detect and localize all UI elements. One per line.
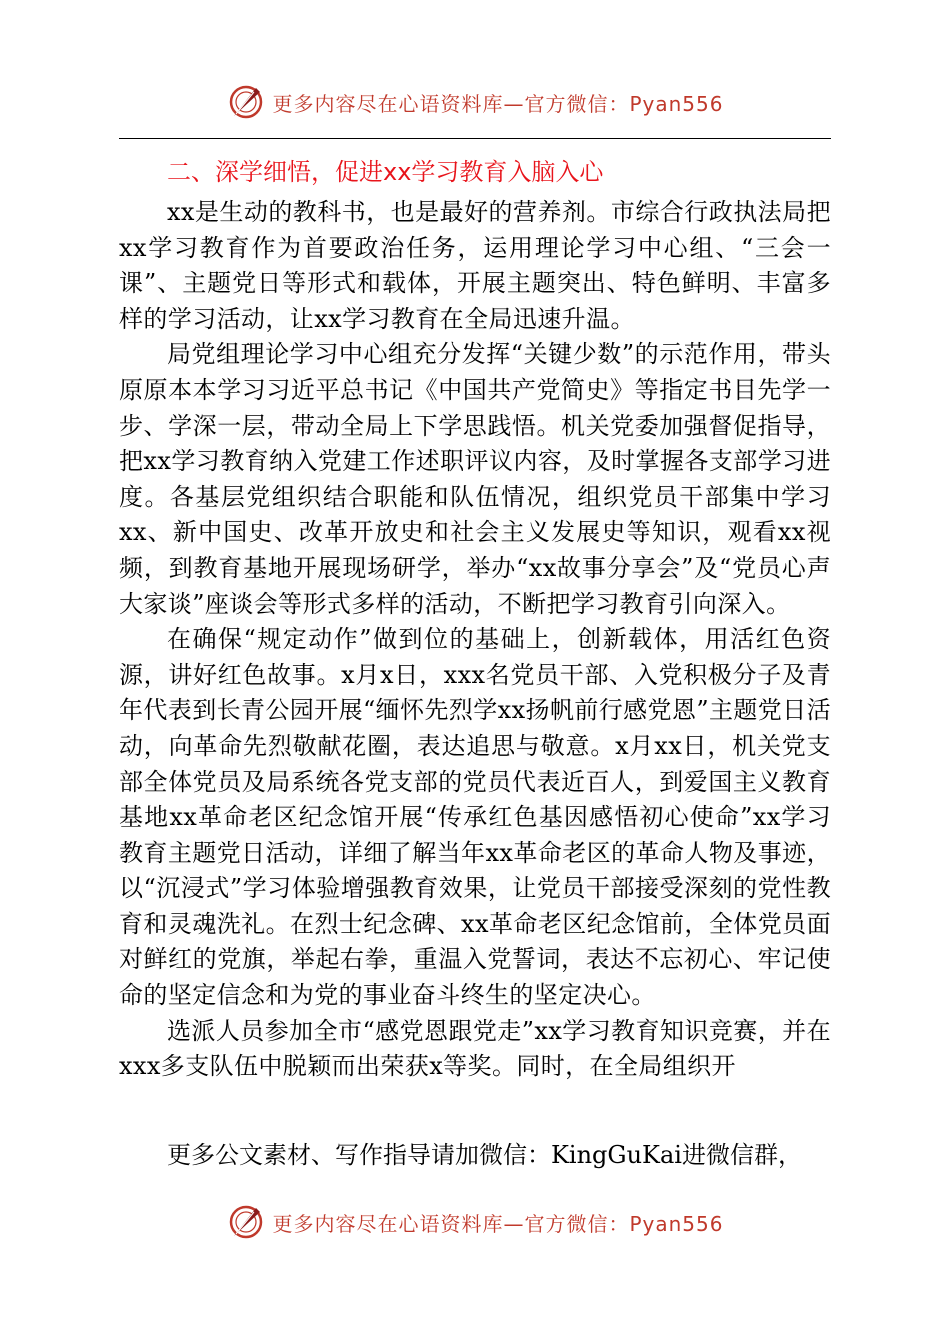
quill-pen-logo-icon: [226, 1202, 266, 1242]
paragraph-1: xx是生动的教科书，也是最好的营养剂。市综合行政执法局把xx学习教育作为首要政治任务，运用理论学习中心组、“三会一课”、主题党日等形式和载体，开展主题突出、特色鲜明、丰富多样的学习活动，让xx学习教育在全局迅速升温。: [119, 198, 831, 333]
footer-banner: [0, 1200, 950, 1244]
header-banner: [0, 80, 950, 124]
paragraph-4: 选派人员参加全市“感党恩跟党走”xx学习教育知识竞赛，并在xxx多支队伍中脱颖而出荣获x等奖。同时，在全局组织开: [119, 1016, 831, 1081]
paragraph-2: 局党组理论学习中心组充分发挥“关键少数”的示范作用，带头原原本本学习习近平总书记《中国共产党简史》等指定书目先学一步、学深一层，带动全局上下学思践悟。机关党委加强督促指导，把xx学习教育纳入党建工作述职评议内容，及时掌握各支部学习进度。各基层党组织结合职能和队伍情况，组织党员干部集中学习xx、新中国史、改革开放史和社会主义发展史等知识，观看xx视频，到教育基地开展现场研学，举办“xx故事分享会”及“党员心声大家谈”座谈会等形式多样的活动，不断把学习教育引向深入。: [119, 340, 831, 618]
document-body: [119, 150, 831, 1085]
header-divider: [119, 138, 831, 139]
paragraph-3: 在确保“规定动作”做到位的基础上，创新载体，用活红色资源，讲好红色故事。x月x日，xxx名党员干部、入党积极分子及青年代表到长青公园开展“缅怀先烈学xx扬帆前行感党恩”主题党日活动，向革命先烈敬献花圈，表达追思与敬意。x月xx日，机关党支部全体党员及局系统各党支部的党员代表近百人，到爱国主义教育基地xx革命老区纪念馆开展“传承红色基因感悟初心使命”xx学习教育主题党日活动，详细了解当年xx革命老区的革命人物及事迹，以“沉浸式”学习体验增强教育效果，让党员干部接受深刻的党性教育和灵魂洗礼。在烈士纪念碑、xx革命老区纪念馆前，全体党员面对鲜红的党旗，举起右拳，重温入党誓词，表达不忘初心、牢记使命的坚定信念和为党的事业奋斗终生的坚定决心。: [119, 625, 832, 1010]
quill-pen-logo-icon: [226, 82, 266, 122]
section-heading: 二、深学细悟，促进xx学习教育入脑入心: [167, 158, 604, 186]
header-banner-text: 更多内容尽在心语资料库—官方微信：Pyan556: [272, 91, 724, 116]
footer-banner-text: 更多内容尽在心语资料库—官方微信：Pyan556: [272, 1211, 724, 1236]
footer-note: 更多公文素材、写作指导请加微信：KingGuKai进微信群，: [167, 1141, 802, 1169]
